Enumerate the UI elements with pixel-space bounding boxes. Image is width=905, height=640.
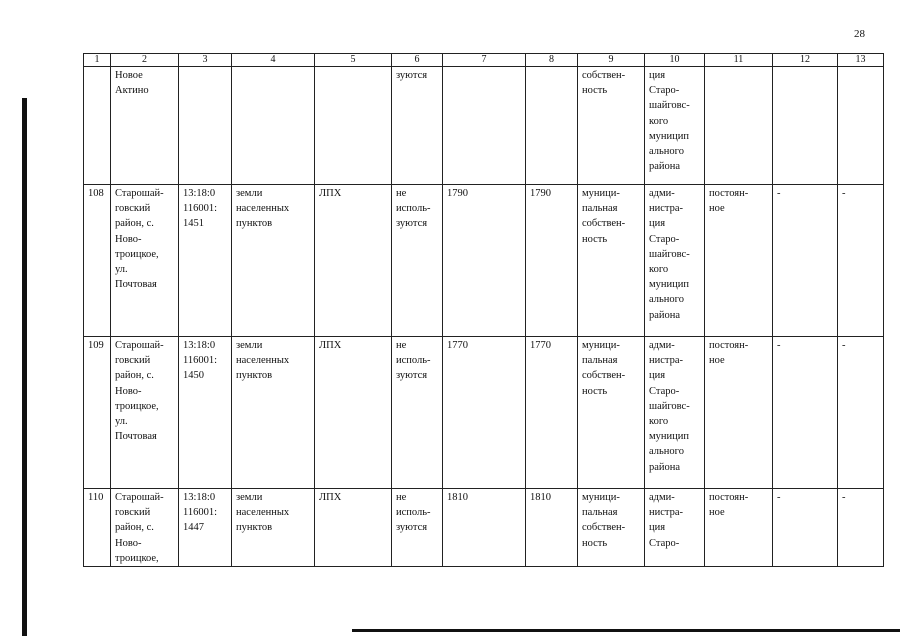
cell-line: Актино — [115, 85, 149, 97]
cell-line: населенных — [236, 203, 290, 215]
cell-c11 — [705, 337, 773, 489]
cell-line: собствен- — [582, 522, 626, 534]
cell-c2 — [111, 489, 179, 567]
cell-c2 — [111, 67, 179, 185]
cell-c6 — [392, 185, 443, 337]
cell-line: 1770 — [530, 340, 551, 351]
cell-c7 — [443, 489, 526, 567]
cell-line: нистра- — [649, 355, 684, 367]
cell-line: зуются — [396, 218, 428, 230]
cell-line: пунктов — [236, 370, 273, 382]
cell-c4 — [232, 67, 315, 185]
cell-line: Почтовая — [115, 431, 157, 443]
cell-c10 — [645, 489, 705, 567]
cell-line: Старошай- — [115, 340, 164, 351]
cell-c1 — [84, 337, 111, 489]
cell-line: пальная — [582, 507, 618, 519]
column-header: 1 — [84, 54, 111, 67]
cell-line: кого — [649, 416, 669, 428]
cell-line: 1451 — [183, 218, 204, 230]
cell-line: Старо- — [649, 233, 680, 245]
cell-c12 — [773, 337, 838, 489]
cell-c9 — [578, 185, 645, 337]
cell-line: 13:18:0 — [183, 340, 216, 351]
column-header: 9 — [578, 54, 645, 67]
cell-c11 — [705, 185, 773, 337]
cell-line: ЛПХ — [319, 188, 342, 199]
cell-line: Старо- — [649, 537, 680, 549]
cell-c4 — [232, 185, 315, 337]
cell-c3 — [179, 337, 232, 489]
cell-c6 — [392, 67, 443, 185]
cell-line: пунктов — [236, 522, 273, 534]
cell-c6 — [392, 489, 443, 567]
cell-line: муници- — [582, 340, 620, 351]
cell-line: земли — [236, 340, 263, 351]
cell-line: муницип — [649, 279, 689, 291]
cell-c9 — [578, 489, 645, 567]
cell-line: район, с. — [115, 218, 154, 230]
cell-line: Старошай- — [115, 492, 164, 503]
cell-line: ность — [582, 233, 608, 245]
column-header: 8 — [526, 54, 578, 67]
cell-line: ул. — [115, 416, 128, 428]
column-header: 4 — [232, 54, 315, 67]
cell-c13 — [838, 185, 884, 337]
cell-c5 — [315, 337, 392, 489]
cell-line: ция — [649, 522, 666, 534]
cell-line: ное — [709, 507, 725, 519]
cell-c13 — [838, 67, 884, 185]
cell-c3 — [179, 489, 232, 567]
cell-c8 — [526, 489, 578, 567]
cell-line: адми- — [649, 340, 675, 351]
cell-line: населенных — [236, 507, 290, 519]
scan-edge-left — [22, 98, 27, 636]
cell-line: - — [777, 340, 781, 351]
cell-line: Новое — [115, 70, 143, 81]
table-row-continuation — [84, 67, 884, 185]
table-row — [84, 489, 884, 567]
cell-line: Старо- — [649, 385, 680, 397]
cell-line: муници- — [582, 188, 620, 199]
cell-line: адми- — [649, 492, 675, 503]
cell-c8 — [526, 185, 578, 337]
cell-line: ность — [582, 85, 608, 97]
cell-c9 — [578, 337, 645, 489]
cell-line: 13:18:0 — [183, 492, 216, 503]
cell-line: 1790 — [447, 188, 468, 199]
cell-line: шайговс- — [649, 400, 690, 412]
cell-line: исполь- — [396, 203, 431, 215]
cell-c8 — [526, 337, 578, 489]
registry-table — [83, 53, 884, 567]
cell-line: ность — [582, 385, 608, 397]
cell-line: троицкое, — [115, 400, 159, 412]
cell-c8 — [526, 67, 578, 185]
cell-line: 13:18:0 — [183, 188, 216, 199]
column-header: 11 — [705, 54, 773, 67]
cell-line: 116001: — [183, 203, 218, 215]
column-header: 6 — [392, 54, 443, 67]
cell-line: адми- — [649, 188, 675, 199]
cell-line: шайговс- — [649, 248, 690, 260]
cell-line: постоян- — [709, 340, 749, 351]
column-header: 12 — [773, 54, 838, 67]
cell-line: исполь- — [396, 355, 431, 367]
cell-line: Почтовая — [115, 279, 157, 291]
cell-c5 — [315, 67, 392, 185]
cell-line: - — [777, 188, 781, 199]
column-header: 7 — [443, 54, 526, 67]
cell-c3 — [179, 185, 232, 337]
cell-line: зуются — [396, 70, 428, 81]
cell-line: не — [396, 492, 407, 503]
cell-line: троицкое, — [115, 248, 159, 260]
column-header: 2 — [111, 54, 179, 67]
cell-line: ЛПХ — [319, 492, 342, 503]
cell-c4 — [232, 337, 315, 489]
cell-c12 — [773, 67, 838, 185]
cell-c5 — [315, 489, 392, 567]
column-header: 13 — [838, 54, 884, 67]
cell-line: ция — [649, 370, 666, 382]
cell-c1 — [84, 185, 111, 337]
cell-line: кого — [649, 115, 669, 127]
cell-line: района — [649, 461, 681, 473]
cell-c12 — [773, 185, 838, 337]
cell-line: населенных — [236, 355, 290, 367]
cell-line: исполь- — [396, 507, 431, 519]
cell-line: собствен- — [582, 218, 626, 230]
cell-c6 — [392, 337, 443, 489]
cell-line: ция — [649, 70, 666, 81]
column-header: 3 — [179, 54, 232, 67]
cell-c7 — [443, 67, 526, 185]
cell-line: муници- — [582, 492, 620, 503]
cell-line: ального — [649, 446, 684, 458]
cell-line: 1810 — [447, 492, 468, 503]
cell-line: постоян- — [709, 492, 749, 503]
cell-c1 — [84, 67, 111, 185]
cell-line: шайговс- — [649, 100, 690, 112]
cell-line: - — [842, 340, 846, 351]
cell-line: пальная — [582, 355, 618, 367]
cell-line: 1447 — [183, 522, 204, 534]
cell-line: говский — [115, 355, 151, 367]
cell-line: 1790 — [530, 188, 551, 199]
cell-c10 — [645, 67, 705, 185]
cell-line: Ново- — [115, 233, 142, 245]
cell-c13 — [838, 489, 884, 567]
cell-line: района — [649, 161, 681, 173]
cell-line: район, с. — [115, 522, 154, 534]
cell-c5 — [315, 185, 392, 337]
cell-line: Ново- — [115, 385, 142, 397]
cell-line: 116001: — [183, 507, 218, 519]
cell-c3 — [179, 67, 232, 185]
cell-line: - — [842, 188, 846, 199]
page-number: 28 — [854, 28, 865, 40]
cell-line: собствен- — [582, 370, 626, 382]
cell-c7 — [443, 337, 526, 489]
cell-c7 — [443, 185, 526, 337]
cell-c9 — [578, 67, 645, 185]
cell-line: не — [396, 188, 407, 199]
cell-line: - — [777, 492, 781, 503]
cell-line: нистра- — [649, 507, 684, 519]
cell-line: муницип — [649, 130, 689, 142]
cell-line: 1810 — [530, 492, 551, 503]
cell-line: собствен- — [582, 70, 626, 81]
cell-line: говский — [115, 507, 151, 519]
cell-line: земли — [236, 188, 263, 199]
cell-line: Старо- — [649, 85, 680, 97]
cell-line: ального — [649, 294, 684, 306]
cell-line: пальная — [582, 203, 618, 215]
cell-line: муницип — [649, 431, 689, 443]
cell-line: кого — [649, 264, 669, 276]
cell-line: постоян- — [709, 188, 749, 199]
cell-c11 — [705, 67, 773, 185]
cell-line: ное — [709, 355, 725, 367]
cell-line: района — [649, 309, 681, 321]
cell-line: Ново- — [115, 537, 142, 549]
cell-line: пунктов — [236, 218, 273, 230]
cell-line: зуются — [396, 522, 428, 534]
cell-line: ность — [582, 537, 608, 549]
cell-line: ция — [649, 218, 666, 230]
cell-c2 — [111, 185, 179, 337]
cell-c1 — [84, 489, 111, 567]
column-header: 5 — [315, 54, 392, 67]
column-number-row — [84, 54, 884, 67]
cell-line: зуются — [396, 370, 428, 382]
cell-c11 — [705, 489, 773, 567]
cell-line: говский — [115, 203, 151, 215]
table-row — [84, 337, 884, 489]
cell-c10 — [645, 337, 705, 489]
cell-line: ального — [649, 146, 684, 158]
cell-c2 — [111, 337, 179, 489]
cell-line: район, с. — [115, 370, 154, 382]
cell-line: 1450 — [183, 370, 204, 382]
cell-line: нистра- — [649, 203, 684, 215]
cell-line: 1770 — [447, 340, 468, 351]
scan-edge-bottom — [352, 629, 900, 632]
table-row — [84, 185, 884, 337]
cell-c4 — [232, 489, 315, 567]
cell-line: 108 — [88, 188, 104, 199]
cell-c12 — [773, 489, 838, 567]
cell-line: не — [396, 340, 407, 351]
cell-line: ное — [709, 203, 725, 215]
column-header: 10 — [645, 54, 705, 67]
cell-line: 116001: — [183, 355, 218, 367]
cell-line: - — [842, 492, 846, 503]
cell-line: земли — [236, 492, 263, 503]
cell-c10 — [645, 185, 705, 337]
cell-line: 109 — [88, 340, 104, 351]
cell-line: Старошай- — [115, 188, 164, 199]
cell-line: ул. — [115, 264, 128, 276]
cell-c13 — [838, 337, 884, 489]
cell-line: троицкое, — [115, 552, 159, 564]
cell-line: 110 — [88, 492, 104, 503]
cell-line: ЛПХ — [319, 340, 342, 351]
